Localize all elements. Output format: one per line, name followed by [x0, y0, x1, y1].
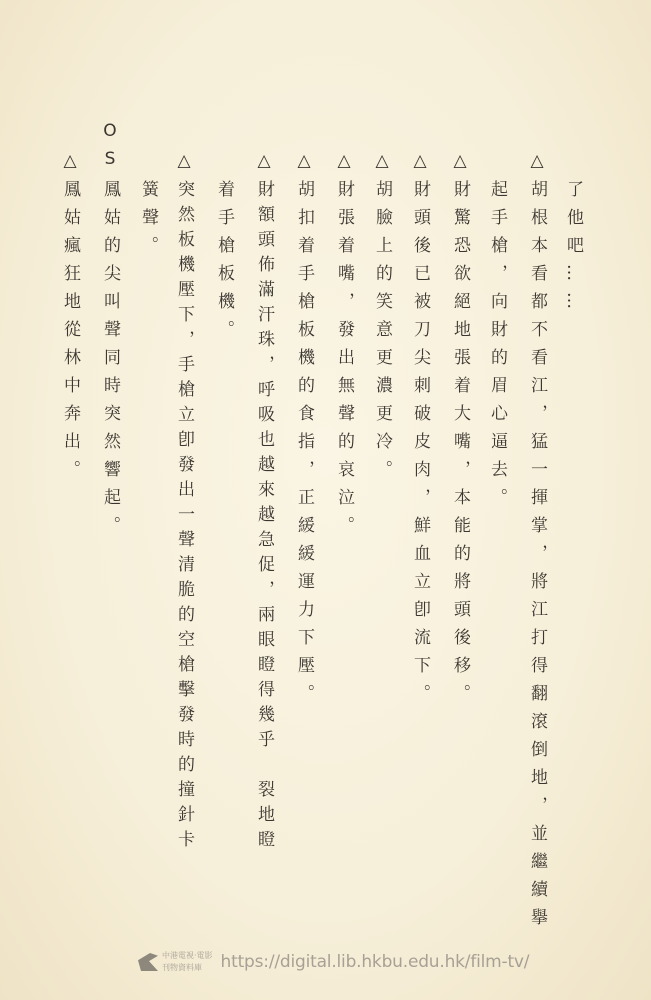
text-column: 着手槍板機。: [214, 180, 234, 348]
triangle-marker: △: [177, 151, 191, 171]
triangle-marker: △: [375, 151, 389, 171]
triangle-marker: △: [337, 151, 351, 171]
triangle-marker: △: [63, 151, 77, 171]
archive-name-line2: 刊物資料庫: [162, 963, 202, 972]
triangle-marker: △: [453, 151, 467, 171]
text-column: 簧聲。: [138, 180, 158, 264]
text-column: 胡扣着手槍板機的食指，正緩緩運力下壓。: [294, 180, 314, 712]
archive-name-line1: 中港電視‧電影: [162, 951, 213, 960]
text-column: 鳳姑瘋狂地從林中奔出。: [60, 180, 80, 488]
triangle-marker: △: [257, 151, 271, 171]
text-column: 財驚恐欲絕地張着大嘴，本能的將頭後移。: [450, 180, 470, 712]
text-column: 財頭後已被刀尖刺破皮肉，鮮血立卽流下。: [410, 180, 430, 712]
text-column: 財額頭佈滿汗珠，呼吸也越來越急促，兩眼瞪得幾乎 裂地瞪: [254, 180, 274, 855]
watermark: [138, 950, 529, 974]
text-column: 胡根本看都不看江，猛一揮掌，將江打得翻滾倒地，並繼續擧: [527, 180, 547, 936]
archive-url: https://digital.lib.hkbu.edu.hk/film-tv/: [220, 952, 530, 972]
text-column: 了他吧……: [563, 180, 583, 320]
text-column: 突然板機壓下，手槍立卽發出一聲清脆的空槍擊發時的撞針卡: [174, 180, 194, 855]
text-column: 財張着嘴，發出無聲的哀泣。: [334, 180, 354, 544]
os-marker-s: S: [104, 149, 116, 169]
text-column: 胡臉上的笑意更濃更冷。: [372, 180, 392, 488]
archive-logo-icon: [138, 953, 158, 971]
text-column: 鳳姑的尖叫聲同時突然響起。: [100, 180, 120, 544]
triangle-marker: △: [297, 151, 311, 171]
triangle-marker: △: [413, 151, 427, 171]
archive-name: [162, 950, 213, 974]
triangle-marker: △: [530, 151, 544, 171]
text-column: 起手槍，向財的眉心逼去。: [487, 180, 507, 516]
os-marker-o: O: [103, 121, 117, 141]
